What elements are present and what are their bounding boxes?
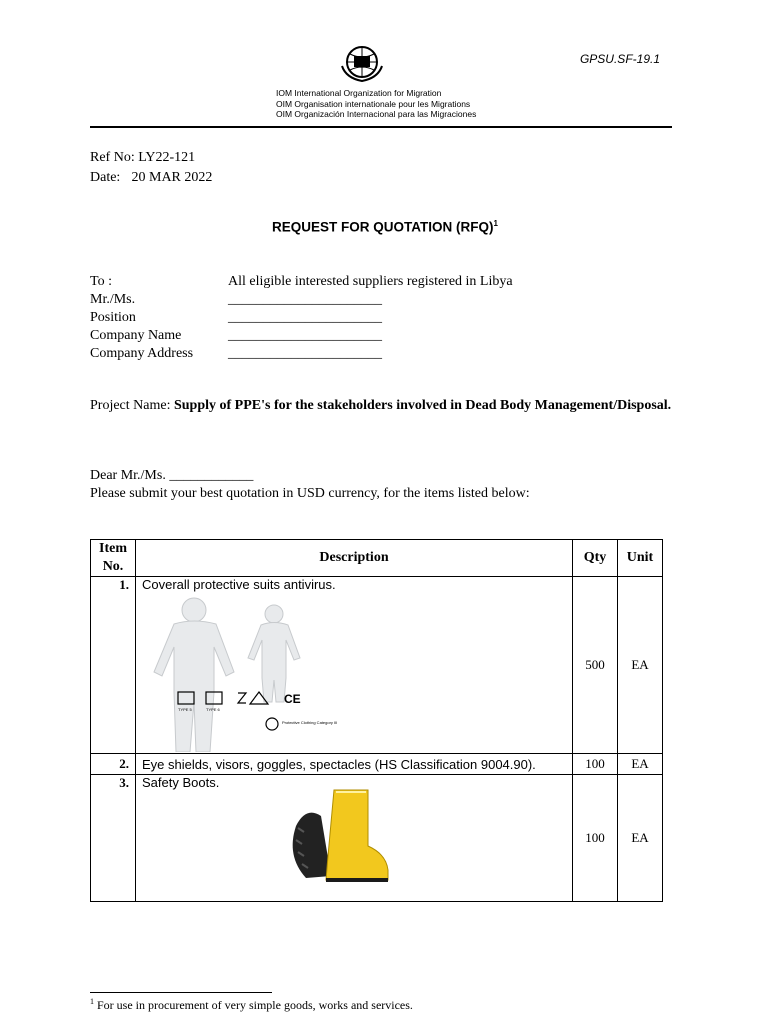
item-qty: 100 (573, 775, 618, 902)
ref-label: Ref No: (90, 150, 135, 165)
item-qty: 500 (573, 577, 618, 754)
item-unit: EA (618, 754, 663, 775)
table-header-row (91, 540, 663, 577)
iom-logo (338, 44, 386, 84)
category-label: Protective Clothing Category III (282, 720, 338, 725)
coverall-image (144, 592, 344, 752)
item-description-text: Safety Boots. (142, 775, 220, 790)
item-number: 1. (91, 577, 136, 754)
item-description (136, 775, 573, 902)
table-row (91, 754, 663, 775)
safety-boot-image (276, 786, 396, 886)
date-value: 20 MAR 2022 (131, 170, 213, 185)
to-value: All eligible interested suppliers registered in Libya (228, 274, 513, 289)
header-description: Description (136, 540, 573, 577)
item-description (136, 577, 573, 754)
addr-blank: ______________________ (228, 346, 382, 361)
org-name-en: IOM International Organization for Migration (276, 88, 442, 98)
svg-text:CE: CE (284, 692, 301, 706)
title-footnote-ref: 1 (493, 219, 498, 228)
pictogram-label: TYPE 6 (206, 707, 220, 712)
table-row (91, 577, 663, 754)
addr-blank: ______________________ (228, 328, 382, 343)
instruction: Please submit your best quotation in USD currency, for the items listed below: (90, 486, 530, 501)
header-qty: Qty (573, 540, 618, 577)
date-label: Date: (90, 170, 121, 185)
addressee-block (90, 273, 513, 363)
item-unit: EA (618, 577, 663, 754)
addr-label: Company Name (90, 328, 182, 343)
project-label: Project Name: (90, 398, 171, 413)
title-text: REQUEST FOR QUOTATION (RFQ) (272, 219, 494, 235)
item-number: 2. (91, 754, 136, 775)
org-names (276, 88, 476, 120)
item-qty: 100 (573, 754, 618, 775)
footnote (90, 997, 413, 1013)
document-title (0, 219, 770, 235)
addr-label: Mr./Ms. (90, 292, 136, 307)
addr-blank: ______________________ (228, 310, 382, 325)
header-rule (90, 126, 672, 128)
item-number: 3. (91, 775, 136, 902)
footnote-marker: 1 (90, 997, 94, 1006)
project-name (90, 397, 690, 415)
pictogram-label: TYPE 5 (178, 707, 192, 712)
greeting-block (90, 467, 530, 503)
org-name-es: OIM Organización Internacional para las Migraciones (276, 109, 477, 119)
item-unit: EA (618, 775, 663, 902)
org-name-fr: OIM Organisation internationale pour les Migrations (276, 98, 471, 109)
ref-number: LY22-121 (138, 150, 196, 165)
header-unit: Unit (618, 540, 663, 577)
addr-blank: ______________________ (228, 292, 382, 307)
ref-block (90, 148, 212, 188)
addr-label: Position (90, 310, 136, 325)
footnote-text: For use in procurement of very simple goods, works and services. (97, 998, 413, 1012)
table-row (91, 775, 663, 902)
to-label: To : (90, 274, 112, 289)
form-code: GPSU.SF-19.1 (579, 52, 660, 66)
item-description-text: Coverall protective suits antivirus. (142, 577, 336, 592)
addr-label: Company Address (90, 346, 194, 361)
salutation: Dear Mr./Ms. ____________ (90, 468, 254, 483)
project-title: Supply of PPE's for the stakeholders involved in Dead Body Management/Disposal. (173, 398, 672, 413)
items-table (90, 539, 663, 902)
header-item-no: Item No. (91, 540, 136, 577)
item-description: Eye shields, visors, goggles, spectacles (HS Classification 9004.90). (136, 754, 573, 775)
footnote-rule (90, 992, 272, 993)
